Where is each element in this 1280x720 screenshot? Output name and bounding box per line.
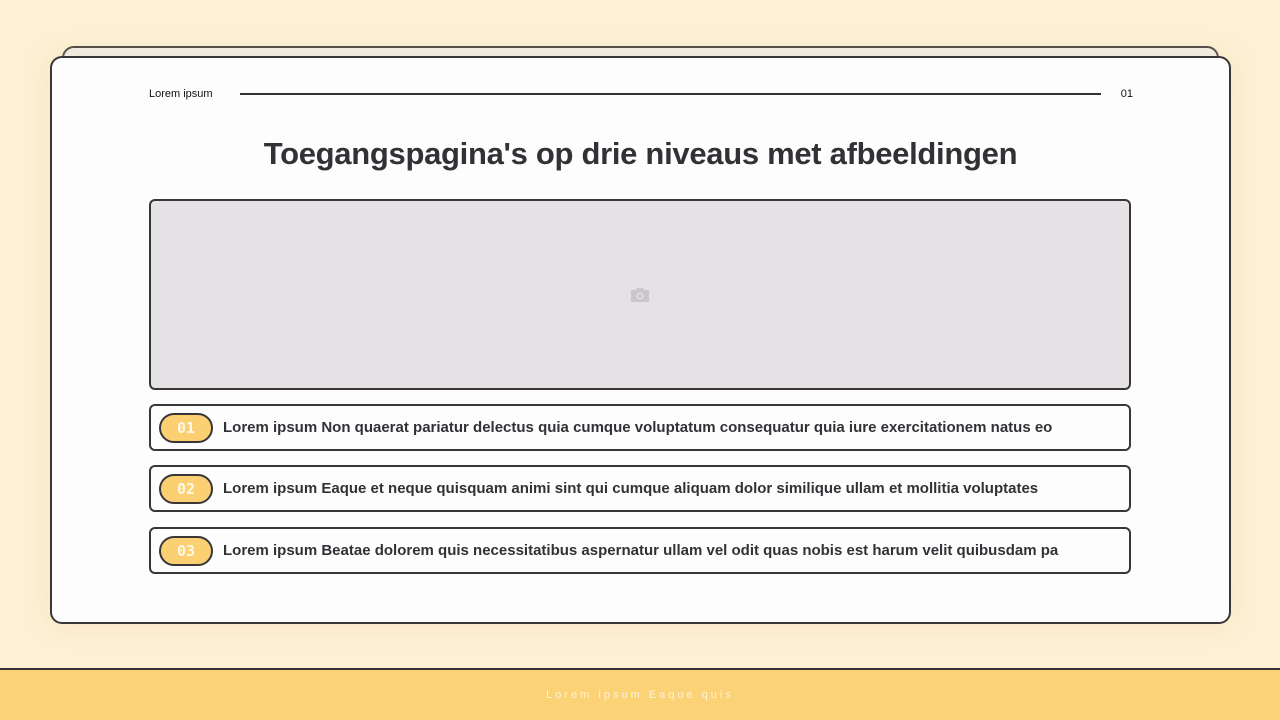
list-item	[149, 465, 1131, 512]
slide-header	[149, 84, 1133, 104]
list-item-text: Lorem ipsum Beatae dolorem quis necessitatibus aspernatur ullam vel odit quas nobis est harum velit quibusdam pa	[223, 542, 1059, 559]
slide-card	[50, 56, 1231, 624]
list-item-text: Lorem ipsum Eaque et neque quisquam animi sint qui cumque aliquam dolor similique ullam et mollitia voluptates	[223, 480, 1039, 497]
header-divider	[240, 93, 1101, 95]
camera-icon	[630, 287, 650, 303]
footer-text: Lorem ipsum Eaque quis	[546, 689, 734, 701]
list-item-text: Lorem ipsum Non quaerat pariatur delectus quia cumque voluptatum consequatur quia iure exercitationem natus eo	[223, 419, 1053, 436]
number-badge: 03	[159, 536, 213, 566]
number-badge: 01	[159, 413, 213, 443]
image-placeholder[interactable]	[149, 199, 1131, 390]
number-badge: 02	[159, 474, 213, 504]
slide-title: Toegangspagina's op drie niveaus met afbeeldingen	[263, 136, 1018, 171]
page-number: 01	[1120, 88, 1133, 100]
header-label: Lorem ipsum	[149, 88, 213, 100]
list-item	[149, 404, 1131, 451]
footer-bar	[0, 668, 1280, 720]
list-item	[149, 527, 1131, 574]
